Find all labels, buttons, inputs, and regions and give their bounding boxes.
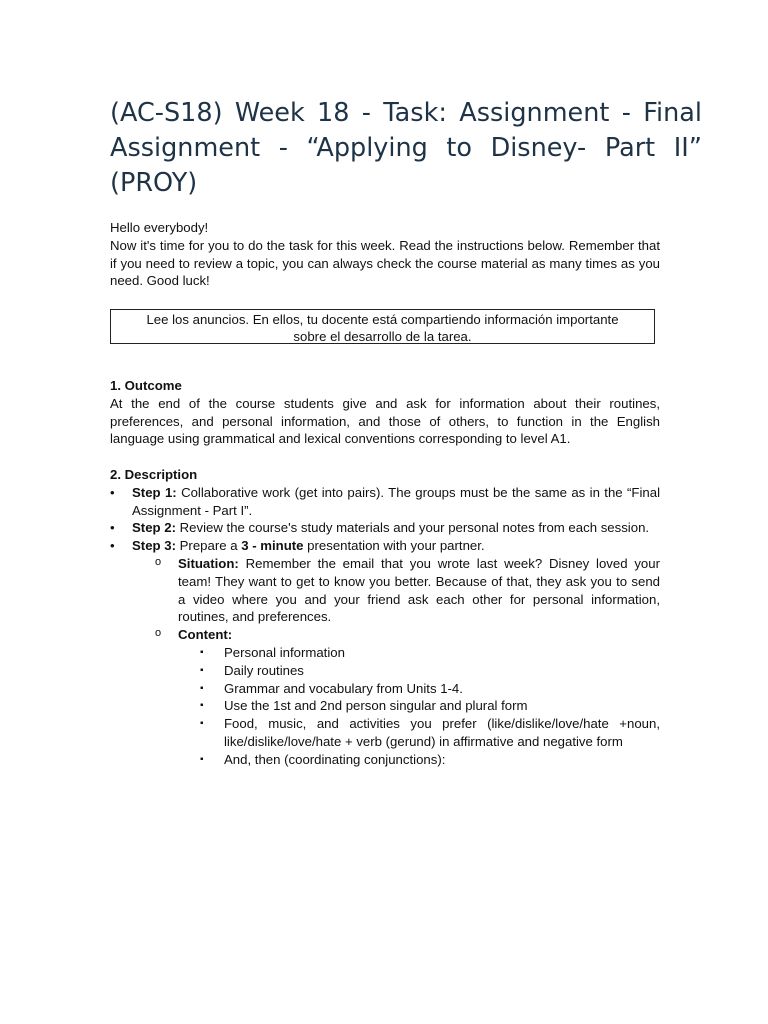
content-label: Content: bbox=[178, 627, 233, 643]
page-title: (AC-S18) Week 18 - Task: Assignment - Final Assignment - “Applying to Disney- Part II” (PROY) bbox=[110, 98, 702, 198]
description-section bbox=[110, 466, 660, 769]
step-1-text: Collaborative work (get into pairs). The groups must be the same as in the “Final Assignment - Part I”. bbox=[132, 484, 660, 518]
step-3-post: presentation with your partner. bbox=[303, 538, 485, 554]
steps-list bbox=[110, 484, 660, 555]
notice-line-1: Lee los anuncios. En ellos, tu docente está compartiendo información importante bbox=[146, 312, 619, 327]
description-heading: 2. Description bbox=[110, 467, 198, 482]
content-item-3: ▪ Grammar and vocabulary from Units 1-4. bbox=[178, 680, 660, 698]
content-item bbox=[132, 626, 660, 768]
outcome-text: At the end of the course students give and ask for information about their routines, preferences, and personal information, and those of others, to function in the English language using grammatical and lexical conventions corresponding to level A1. bbox=[110, 395, 660, 447]
intro-section bbox=[110, 219, 660, 290]
step-3-pre: Prepare a bbox=[175, 538, 242, 554]
step-3-label: Step 3: bbox=[132, 538, 176, 554]
situation-item bbox=[132, 555, 660, 626]
content-list bbox=[178, 644, 660, 769]
situation-text: Remember the email that you wrote last week? Disney loved your team! They want to get to know you better. Because of that, they ask you to send a video where you and your friend ask each other for personal information, routines, and preferences. bbox=[178, 555, 660, 625]
notice-line-2: sobre el desarrollo de la tarea. bbox=[293, 329, 472, 344]
step-1-label: Step 1: bbox=[132, 484, 177, 500]
step-3-sublist bbox=[110, 555, 660, 769]
step-2 bbox=[110, 519, 660, 537]
content-item-2: ▪ Daily routines bbox=[178, 662, 660, 680]
greeting: Hello everybody! bbox=[110, 220, 209, 235]
step-3 bbox=[110, 537, 660, 555]
outcome-heading: 1. Outcome bbox=[110, 378, 182, 393]
step-1 bbox=[110, 484, 660, 520]
content-item-6: ▪ And, then (coordinating conjunctions): bbox=[178, 751, 660, 769]
intro-body: Now it's time for you to do the task for this week. Read the instructions below. Remember that if you need to review a topic, you can always check the course material as many times as you need. Good luck! bbox=[110, 237, 660, 289]
outcome-section bbox=[110, 377, 660, 448]
situation-label: Situation: bbox=[178, 555, 239, 571]
notice-box bbox=[110, 309, 655, 344]
content-item-5: ▪ Food, music, and activities you prefer (like/dislike/love/hate +noun, like/dislike/love/hate + verb (gerund) in affirmative and negative form bbox=[178, 715, 660, 751]
step-2-text: Review the course's study materials and your personal notes from each session. bbox=[175, 520, 650, 536]
content-item-4: ▪ Use the 1st and 2nd person singular and plural form bbox=[178, 697, 660, 715]
step-3-duration: 3 - minute bbox=[241, 538, 304, 554]
content-item-1: ▪ Personal information bbox=[178, 644, 660, 662]
step-2-label: Step 2: bbox=[132, 520, 176, 536]
